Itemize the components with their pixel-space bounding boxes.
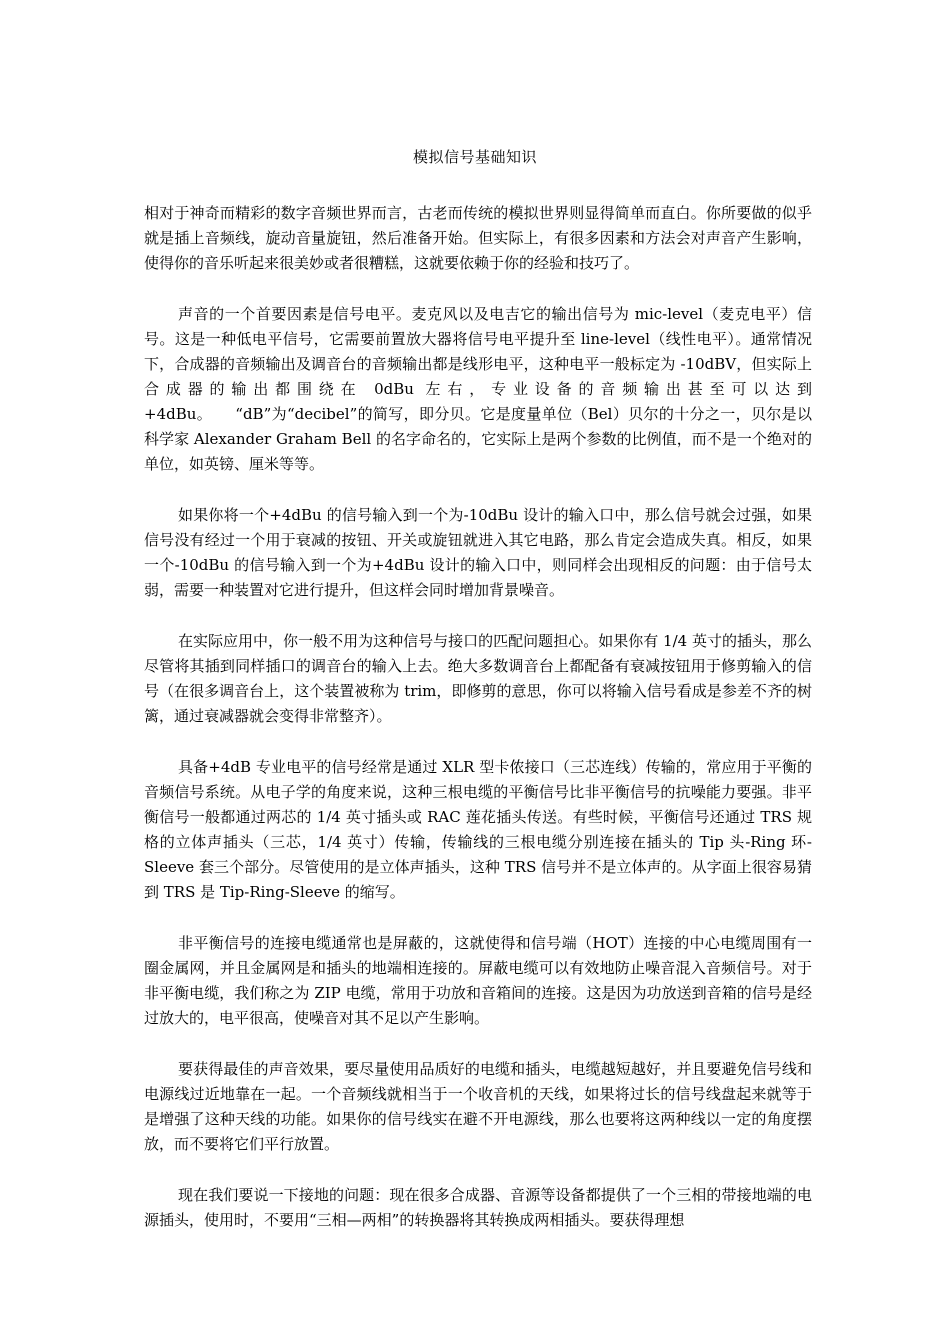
paragraph-intro: 相对于神奇而精彩的数字音频世界而言，古老而传统的模拟世界则显得简单而直白。你所要做的似乎就是插上音频线，旋动音量旋钮，然后准备开始。但实际上，有很多因素和方法会对声音产生影响，使得你的音乐听起来很美妙或者很糟糕，这就要依赖于你的经验和技巧了。 [144,204,812,272]
document-body [144,201,812,1259]
paragraph-cable-quality: 要获得最佳的声音效果，要尽量使用品质好的电缆和插头，电缆越短越好，并且要避免信号线和电源线过近地靠在一起。一个音频线就相当于一个收音机的天线，如果将过长的信号线盘起来就等于是增强了这种天线的功能。如果你的信号线实在避不开电源线，那么也要将这两种线以一定的角度摆放，而不要将它们平行放置。 [144,1060,812,1153]
paragraph-unbalanced-cables: 非平衡信号的连接电缆通常也是屏蔽的，这就使得和信号端（HOT）连接的中心电缆周围有一圈金属网，并且金属网是和插头的地端相连接的。屏蔽电缆可以有效地防止噪音混入音频信号。对于非平衡电缆，我们称之为 ZIP 电缆，常用于功放和音箱间的连接。这是因为功放送到音箱的信号是经过放大的，电平很高，使噪音对其不足以产生影响。 [144,934,812,1027]
paragraph-level-mismatch: 如果你将一个+4dBu 的信号输入到一个为-10dBu 设计的输入口中，那么信号就会过强，如果信号没有经过一个用于衰减的按钮、开关或旋钮就进入其它电路，那么肯定会造成失真。相反，如果一个-10dBu 的信号输入到一个为+4dBu 设计的输入口中，则同样会出现相反的问题：由于信号太弱，需要一种装置对它进行提升，但这样会同时增加背景噪音。 [144,506,812,599]
paragraph-practical-use: 在实际应用中，你一般不用为这种信号与接口的匹配问题担心。如果你有 1/4 英寸的插头，那么尽管将其插到同样插口的调音台的输入上去。绝大多数调音台上都配备有衰减按钮用于修剪输入的信号（在很多调音台上，这个装置被称为 trim，即修剪的意思，你可以将输入信号看成是参差不齐的树篱，通过衰减器就会变得非常整齐）。 [144,632,812,725]
document-title: 模拟信号基础知识 [412,148,537,166]
paragraph-signal-level: 声音的一个首要因素是信号电平。麦克风以及电吉它的输出信号为 mic-level（麦克电平）信号。这是一种低电平信号，它需要前置放大器将信号电平提升至 line-level（线性电平）。通常情况下，合成器的音频输出及调音台的音频输出都是线形电平，这种电平一般标定为 -10dBV，但实际上合成器的输出都围绕在 0dBu 左右，专业设备的音频输出甚至可以达到 +4dBu。 “dB”为“decibel”的简写，即分贝。它是度量单位（Bel）贝尔的十分之一，贝尔是以科学家 Alexander Graham Bell 的名字命名的，它实际上是两个参数的比例值，而不是一个绝对的单位，如英镑、厘米等等。 [144,305,812,473]
paragraph-grounding: 现在我们要说一下接地的问题：现在很多合成器、音源等设备都提供了一个三相的带接地端的电源插头，使用时，不要用“三相—两相”的转换器将其转换成两相插头。要获得理想 [144,1186,812,1229]
paragraph-balanced-signals: 具备+4dB 专业电平的信号经常是通过 XLR 型卡侬接口（三芯连线）传输的，常应用于平衡的音频信号系统。从电子学的角度来说，这种三根电缆的平衡信号比非平衡信号的抗噪能力要强。非平衡信号一般都通过两芯的 1/4 英寸插头或 RAC 莲花插头传送。有些时候，平衡信号还通过 TRS 规格的立体声插头（三芯，1/4 英寸）传输，传输线的三根电缆分别连接在插头的 Tip 头-Ring 环-Sleeve 套三个部分。尽管使用的是立体声插头，这种 TRS 信号并不是立体声的。从字面上很容易猜到 TRS 是 Tip-Ring-Sleeve 的缩写。 [144,758,812,901]
